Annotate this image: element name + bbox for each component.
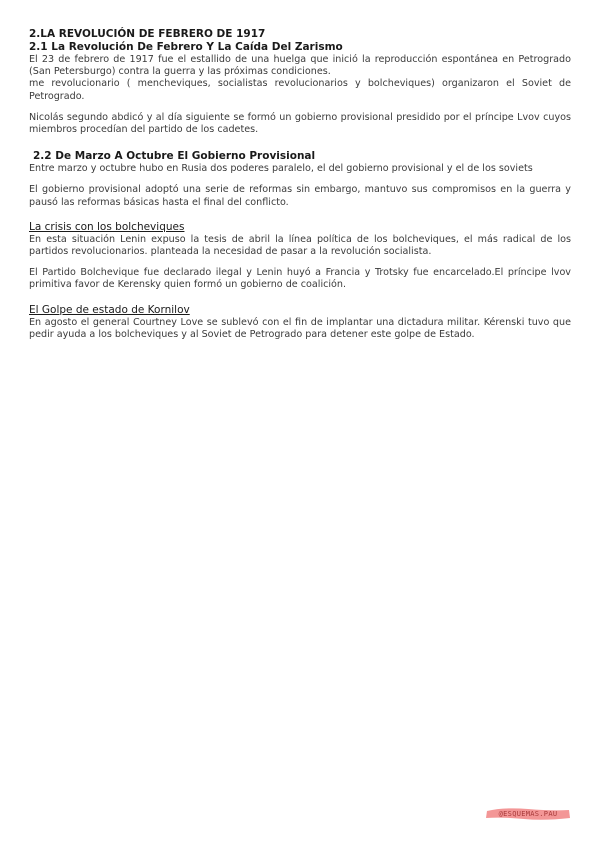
section-4-paragraph-1: En agosto el general Courtney Love se sublevó con el fin de implantar una dictadura militar. Kérenski tuvo que pedir ayuda a los bolcheviques y al Soviet de Petrogrado para detener este golpe de Estado.	[29, 316, 571, 340]
section-3-heading: La crisis con los bolcheviques	[29, 220, 185, 233]
section-3-paragraph-2: El Partido Bolchevique fue declarado ilegal y Lenin huyó a Francia y Trotsky fue encarcelado.El príncipe lvov primitiva favor de Kerensky quien formó un gobierno de coalición.	[29, 267, 571, 291]
section-1-paragraph-3: Nicolás segundo abdicó y al día siguiente se formó un gobierno provisional presidido por el príncipe Lvov cuyos miembros procedían del partido de los cadetes.	[29, 111, 571, 136]
document-title: 2.LA REVOLUCIÓN DE FEBRERO DE 1917	[29, 28, 266, 40]
section-2-heading: 2.2 De Marzo A Octubre El Gobierno Provisional	[33, 150, 316, 163]
section-1-paragraph-1: El 23 de febrero de 1917 fue el estallido de una huelga que inició la reproducción espontánea en Petrogrado (San Petersburgo) contra la guerra y las próximas condiciones.	[29, 54, 571, 78]
section-3-paragraph-1: En esta situación Lenin expuso la tesis de abril la línea política de los bolcheviques, el más radical de los partidos revolucionarios. planteada la necesidad de pasar a la revolución socialista.	[29, 233, 571, 258]
watermark-stamp	[484, 805, 572, 823]
watermark-text: @ESQUEMAS.PAU	[498, 810, 558, 818]
section-2-paragraph-2: El gobierno provisional adoptó una serie de reformas sin embargo, mantuvo sus compromisos en la guerra y pausó las reformas básicas hasta el final del conflicto.	[29, 184, 571, 208]
section-4-heading: El Golpe de estado de Kornilov	[29, 303, 190, 316]
section-1-heading: 2.1 La Revolución De Febrero Y La Caída Del Zarismo	[29, 41, 343, 53]
document-page	[29, 28, 571, 341]
section-1-paragraph-2: me revolucionario ( mencheviques, socialistas revolucionarios y bolcheviques) organizaron el Soviet de Petrogrado.	[29, 78, 571, 102]
section-2-paragraph-1: Entre marzo y octubre hubo en Rusia dos poderes paralelo, el del gobierno provisional y el de los soviets	[29, 163, 533, 175]
